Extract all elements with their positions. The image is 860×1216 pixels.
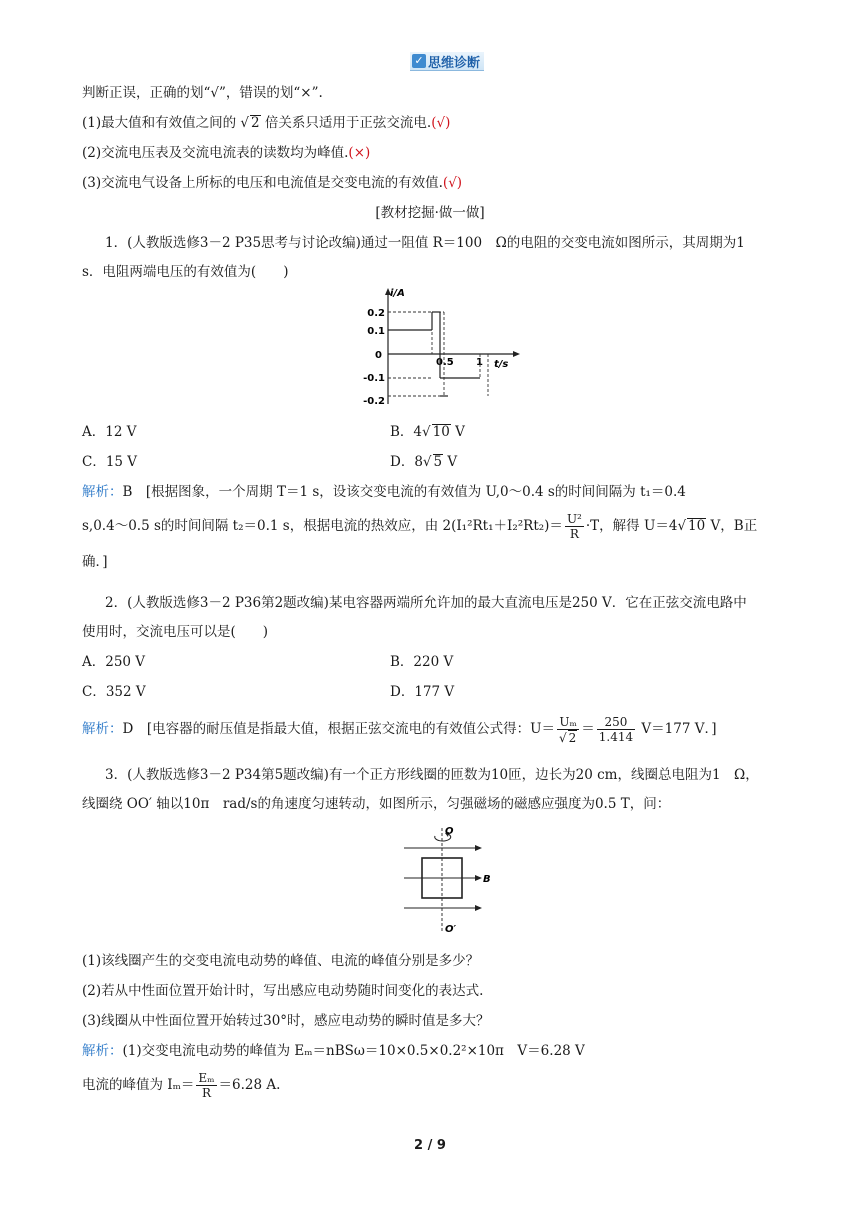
q3-subq-3: (3)线圈从中性面位置开始转过30°时，感应电动势的瞬时值是多大？ <box>82 1013 490 1029</box>
field-label: B <box>483 874 491 885</box>
graph-y-label: i/A <box>390 288 405 299</box>
judge-mark-2: (×) <box>348 145 371 161</box>
judge-mark-3: (√) <box>442 175 463 191</box>
q1-analysis-line-1: 解析：B [根据图象，一个周期 T＝1 s，设该交变电流的有效值为 U,0～0.4 s的时间间隔为 t₁＝0.4 <box>82 484 686 500</box>
q2-option-d: D．177 V <box>390 684 455 700</box>
section-title: [教材挖掘·做一做] <box>375 205 485 221</box>
y-tick-neg0.1: -0.1 <box>363 373 385 384</box>
check-mark-icon: ✓ <box>412 54 426 68</box>
banner-title: 思维诊断 <box>428 55 481 71</box>
q3-subq-2: (2)若从中性面位置开始计时，写出感应电动势随时间变化的表达式. <box>82 983 484 999</box>
q1-analysis-line-2: s,0.4～0.5 s的时间间隔 t₂＝0.1 s，根据电流的热效应，由 2(I₁²Rt₁＋I₂²Rt₂)＝ $\frac{\text{U²}}{R}$ ·T，解得 U＝4√ 10 V，B正 <box>82 512 758 541</box>
judge-mark-1: (√) <box>431 115 451 131</box>
judge-item-2: (2)交流电压表及交流电流表的读数均为峰值.(×) <box>82 145 371 161</box>
y-tick-0.2: 0.2 <box>367 308 385 319</box>
q2-option-a: A．250 V <box>82 654 146 670</box>
coil-magnetic-field-figure <box>398 820 494 938</box>
q1-line-2: s．电阻两端电压的有效值为( ) <box>82 264 289 280</box>
q1-option-c: C．15 V <box>82 454 138 470</box>
q1-analysis-line-3: 确．] <box>82 554 108 570</box>
q3-line-1: 3．(人教版选修3－2 P34第5题改编)有一个正方形线圈的匝数为10匝，边长为20 cm，线圈总电阻为1 Ω， <box>105 767 759 783</box>
page-number: 2 / 9 <box>414 1138 446 1153</box>
q3-analysis-line-1: 解析：(1)交变电流电动势的峰值为 Eₘ＝nBSω＝10×0.5×0.2²×10π V＝6.28 V <box>82 1043 585 1059</box>
q2-line-1: 2．(人教版选修3－2 P36第2题改编)某电容器两端所允许加的最大直流电压是250 V．它在正弦交流电路中 <box>105 595 747 611</box>
y-tick-0.1: 0.1 <box>367 326 385 337</box>
q3-subq-1: (1)该线圈产生的交变电流电动势的峰值、电流的峰值分别是多少？ <box>82 953 480 969</box>
sqrt-symbol: √ <box>240 115 250 131</box>
q1-option-d: D．8√ 5 V <box>390 454 458 470</box>
y-tick-neg0.2: -0.2 <box>363 396 385 407</box>
q3-line-2: 线圈绕 OO′ 轴以10π rad/s的角速度匀速转动，如图所示，匀强磁场的磁感应强度为0.5 T，问： <box>82 796 671 812</box>
graph-x-label: t/s <box>494 359 509 370</box>
judge-item-1: (1)最大值和有效值之间的 √ 2 倍关系只适用于正弦交流电.(√) <box>82 115 451 131</box>
axis-label-bottom: O′ <box>445 924 457 935</box>
axis-label-top: O <box>445 826 454 837</box>
q1-line-1: 1．(人教版选修3－2 P35思考与讨论改编)通过一阻值 R＝100 Ω的电阻的交变电流如图所示，其周期为1 <box>105 235 745 251</box>
q1-option-b: B．4√ 10 V <box>390 424 465 440</box>
x-tick-1: 1 <box>476 357 483 368</box>
judge-item-3: (3)交流电气设备上所标的电压和电流值是交变电流的有效值.(√) <box>82 175 463 191</box>
judge-intro: 判断正误，正确的划“√”，错误的划“×”. <box>82 85 323 101</box>
section-banner <box>410 52 484 71</box>
q2-analysis: 解析：D [电容器的耐压值是指最大值，根据正弦交流电的有效值公式得：U＝ $\frac{\text{Uₘ}}{√ 2}$ ＝ $\frac{250}{1.414}$ V＝177 V．] <box>82 714 717 745</box>
current-time-graph <box>363 286 528 410</box>
field-lines <box>404 848 478 908</box>
analysis-label: 解析： <box>82 484 123 500</box>
q2-option-b: B．220 V <box>390 654 454 670</box>
q2-option-c: C．352 V <box>82 684 146 700</box>
x-tick-0.5: 0.5 <box>436 357 454 368</box>
q1-option-a: A．12 V <box>82 424 137 440</box>
q2-line-2: 使用时，交流电压可以是( ) <box>82 624 269 640</box>
q3-analysis-line-2: 电流的峰值为 Iₘ＝ $\frac{\text{Eₘ}}{R}$ ＝6.28 A. <box>82 1071 281 1100</box>
y-tick-0: 0 <box>375 350 382 361</box>
